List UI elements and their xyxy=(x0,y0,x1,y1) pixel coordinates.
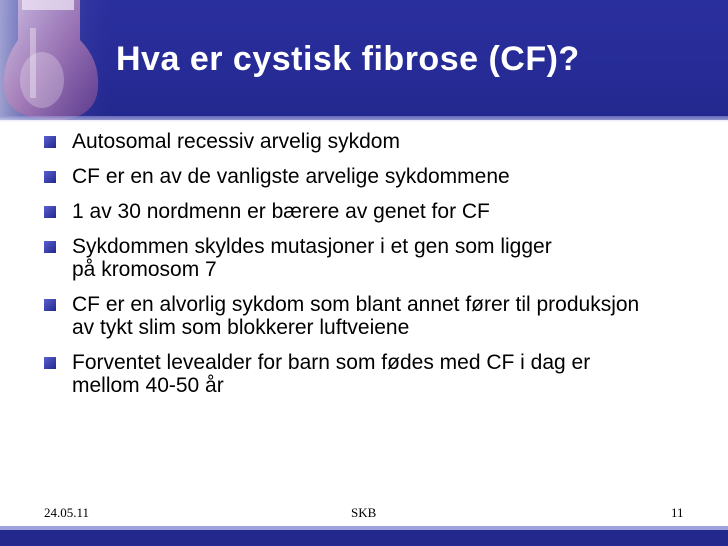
bullet-list xyxy=(44,130,684,409)
bullet-text: 1 av 30 nordmenn er bærere av genet for CF xyxy=(72,200,490,223)
square-bullet-icon xyxy=(44,206,56,218)
square-bullet-icon xyxy=(44,171,56,183)
square-bullet-icon xyxy=(44,357,56,369)
bullet-item xyxy=(44,235,572,281)
slide-footer xyxy=(0,505,728,521)
bullet-item xyxy=(44,165,684,188)
bullet-item xyxy=(44,200,684,223)
bullet-text: Forventet levealder for barn som fødes med CF i dag er mellom 40-50 år xyxy=(72,351,591,397)
footer-page-number: 11 xyxy=(671,505,684,520)
bullet-text: Autosomal recessiv arvelig sykdom xyxy=(72,130,400,153)
bullet-text: CF er en av de vanligste arvelige sykdommene xyxy=(72,165,510,188)
square-bullet-icon xyxy=(44,136,56,148)
bullet-text: CF er en alvorlig sykdom som blant annet fører til produksjon av tykt slim som blokkerer luftveiene xyxy=(72,293,640,339)
title-accent-line xyxy=(0,116,728,122)
square-bullet-icon xyxy=(44,299,56,311)
bullet-text: Sykdommen skyldes mutasjoner i et gen som ligger på kromosom 7 xyxy=(72,235,552,281)
bottom-band xyxy=(0,530,728,546)
bullet-item xyxy=(44,351,612,397)
footer-date: 24.05.11 xyxy=(44,505,90,520)
bullet-item xyxy=(44,130,684,153)
slide-title: Hva er cystisk fibrose (CF)? xyxy=(116,40,580,78)
flask-icon xyxy=(0,0,115,120)
square-bullet-icon xyxy=(44,241,56,253)
footer-author: SKB xyxy=(351,505,377,520)
bullet-item xyxy=(44,293,652,339)
title-bar xyxy=(0,0,728,120)
